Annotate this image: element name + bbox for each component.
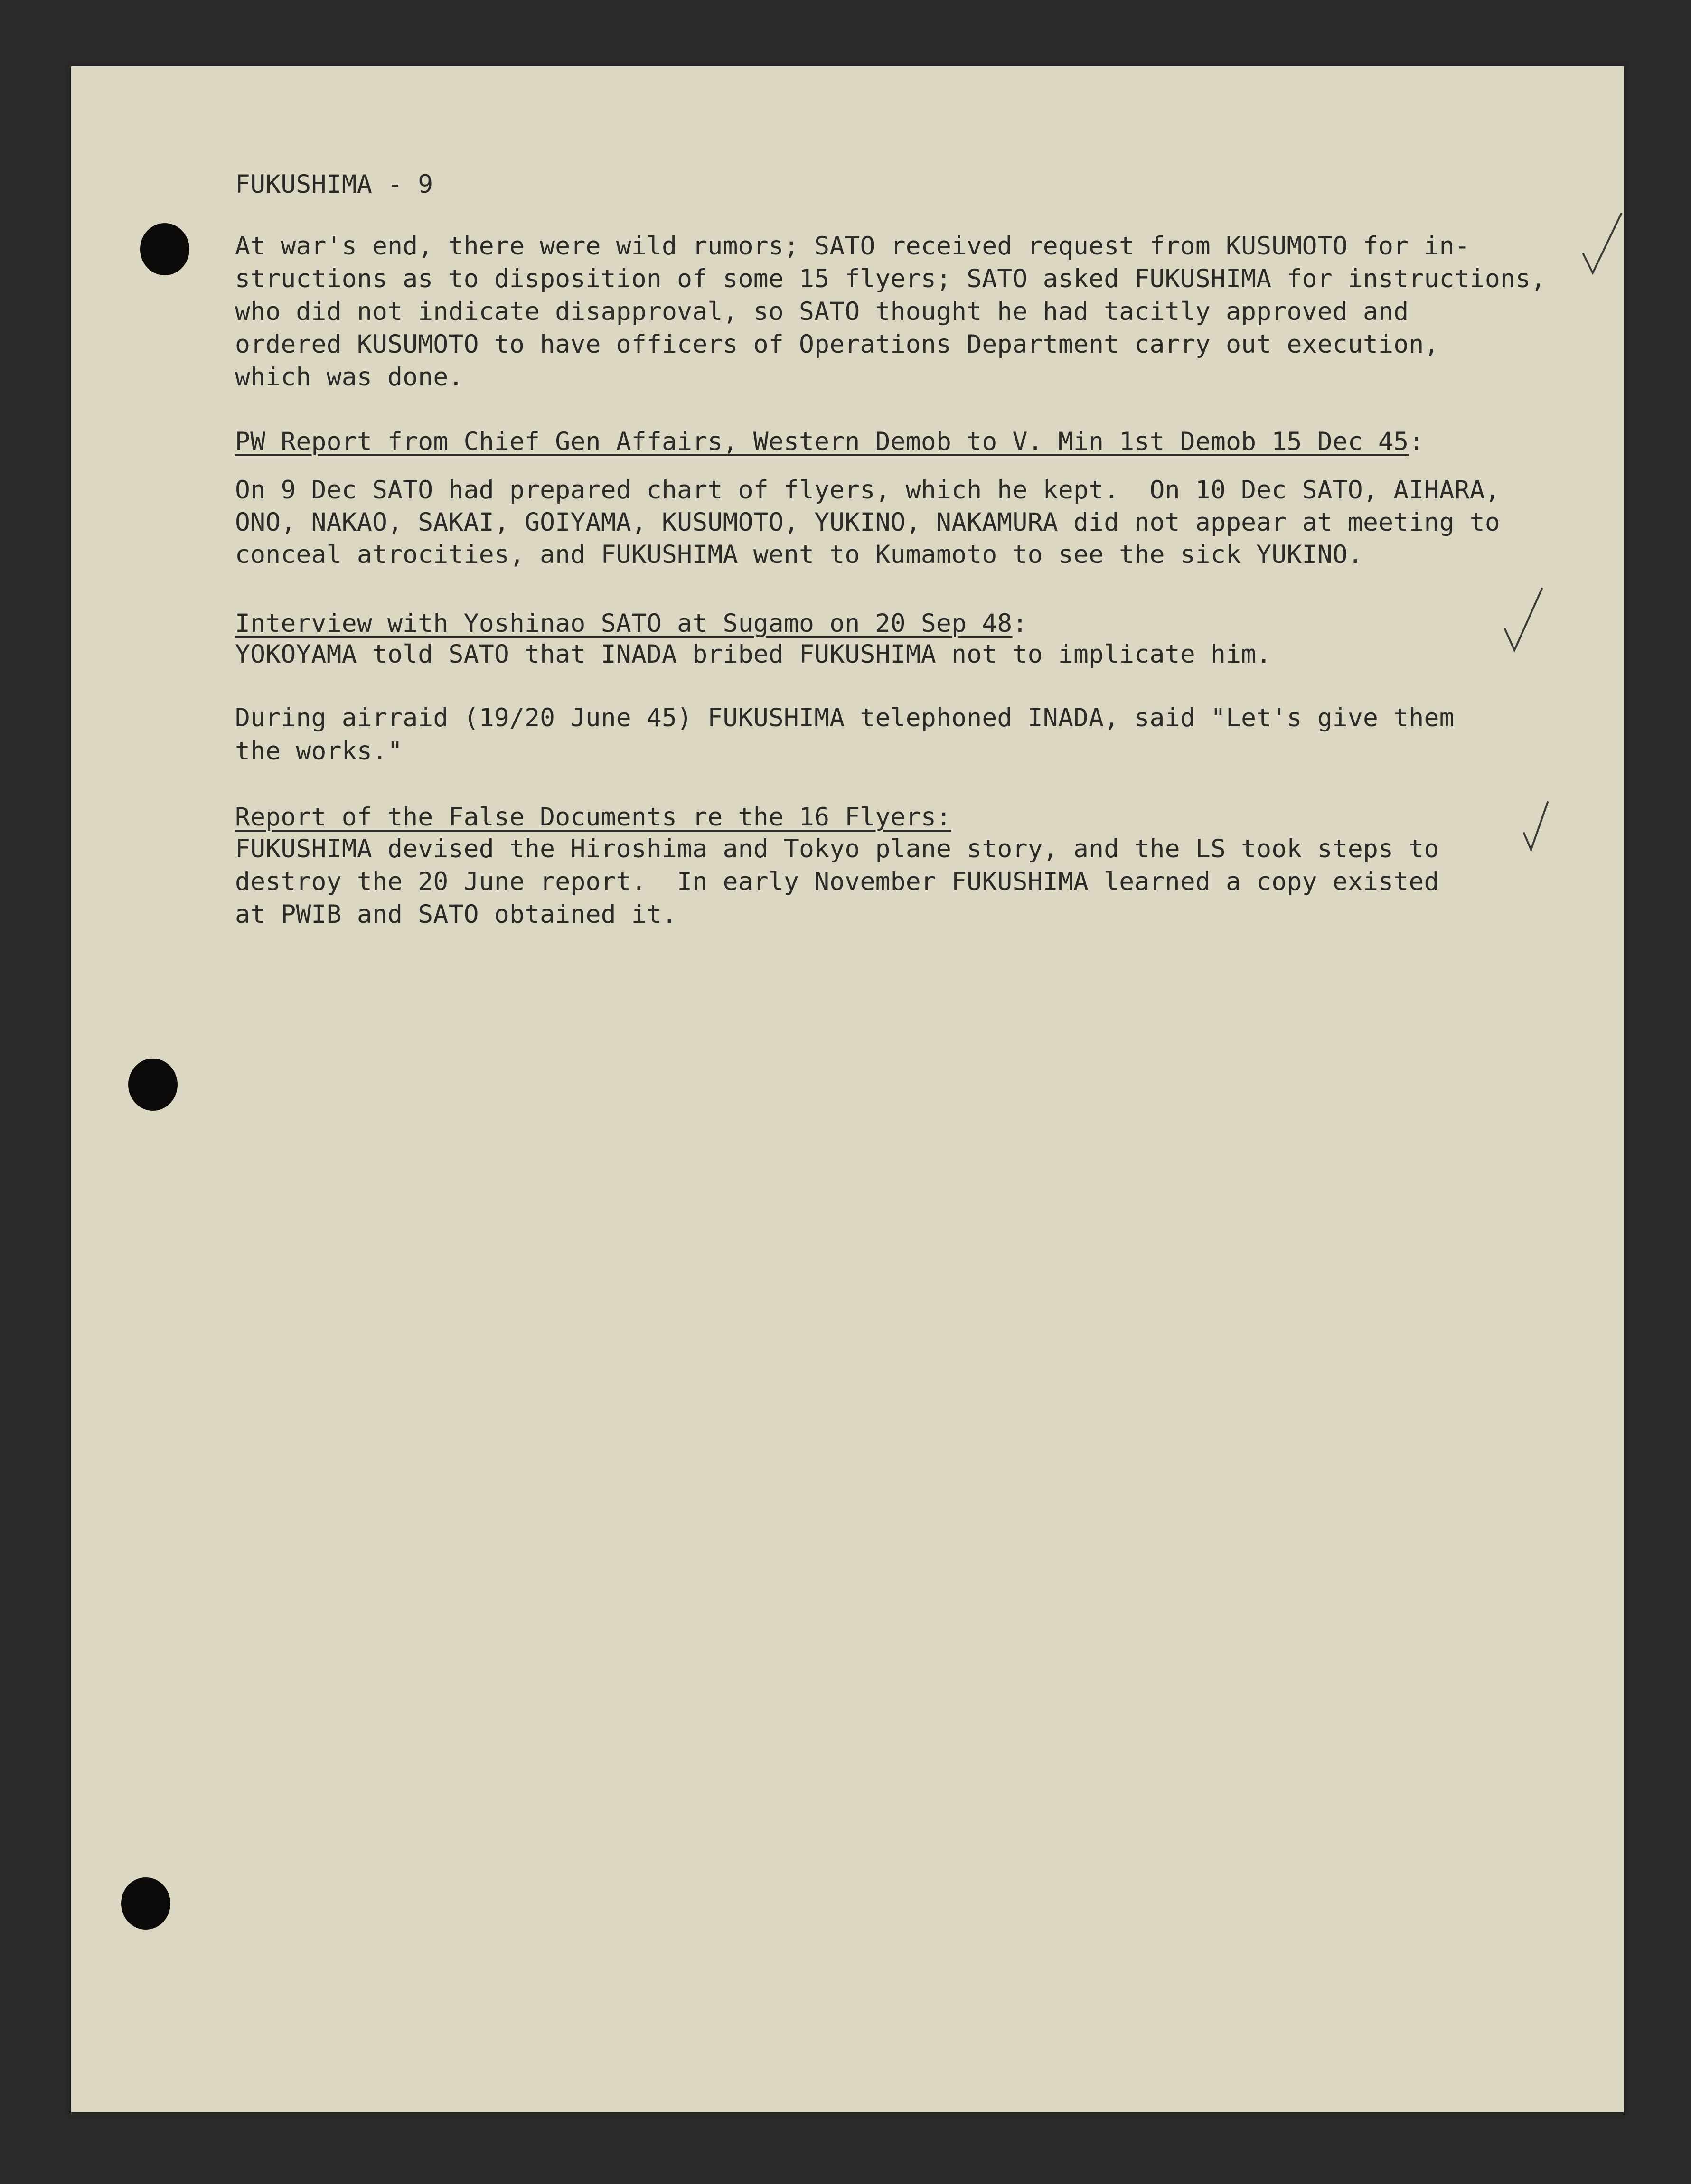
check-mark-icon [1500,584,1548,655]
section-heading-colon: : [1409,427,1424,456]
punch-hole-top [140,223,189,275]
para5-line: destroy the 20 June report. In early November FUKUSHIMA learned a copy existed [235,867,1439,896]
section-heading-text: Report of the False Documents re the 16 Flyers: [235,803,952,832]
section-heading-text: Interview with Yoshinao SATO at Sugamo on 20 Sep 48 [235,609,1013,638]
para4-line: During airraid (19/20 June 45) FUKUSHIMA telephoned INADA, said "Let's give them [235,703,1455,732]
para4-line: the works." [235,737,403,766]
para1-line: which was done. [235,363,464,392]
para2-line: ONO, NAKAO, SAKAI, GOIYAMA, KUSUMOTO, YUKINO, NAKAMURA did not appear at meeting to [235,508,1501,537]
punch-hole-bottom [121,1877,170,1930]
para5-line: FUKUSHIMA devised the Hiroshima and Tokyo plane story, and the LS took steps to [235,834,1439,863]
section-heading [235,611,1028,636]
punch-hole-middle [128,1059,178,1111]
para1-line: who did not indicate disapproval, so SATO thought he had tacitly approved and [235,297,1409,326]
section-heading-colon: : [1012,609,1028,638]
section-heading [235,805,951,830]
para5-line: at PWIB and SATO obtained it. [235,900,677,929]
section-heading [235,429,1424,454]
page-header: FUKUSHIMA - 9 [235,170,433,199]
para3-line: YOKOYAMA told SATO that INADA bribed FUKUSHIMA not to implicate him. [235,640,1272,669]
document-page [71,66,1624,2112]
para2-line: On 9 Dec SATO had prepared chart of flyers, which he kept. On 10 Dec SATO, AIHARA, [235,476,1501,505]
check-mark-icon [1578,209,1626,280]
para1-line: structions as to disposition of some 15 flyers; SATO asked FUKUSHIMA for instructions, [235,264,1546,293]
para1-line: At war's end, there were wild rumors; SATO received request from KUSUMOTO for in- [235,232,1470,261]
section-heading-text: PW Report from Chief Gen Affairs, Western Demob to V. Min 1st Demob 15 Dec 45 [235,427,1409,456]
para1-line: ordered KUSUMOTO to have officers of Operations Department carry out execution, [235,330,1439,359]
check-mark-icon [1519,793,1567,864]
para2-line: conceal atrocities, and FUKUSHIMA went to Kumamoto to see the sick YUKINO. [235,540,1363,569]
